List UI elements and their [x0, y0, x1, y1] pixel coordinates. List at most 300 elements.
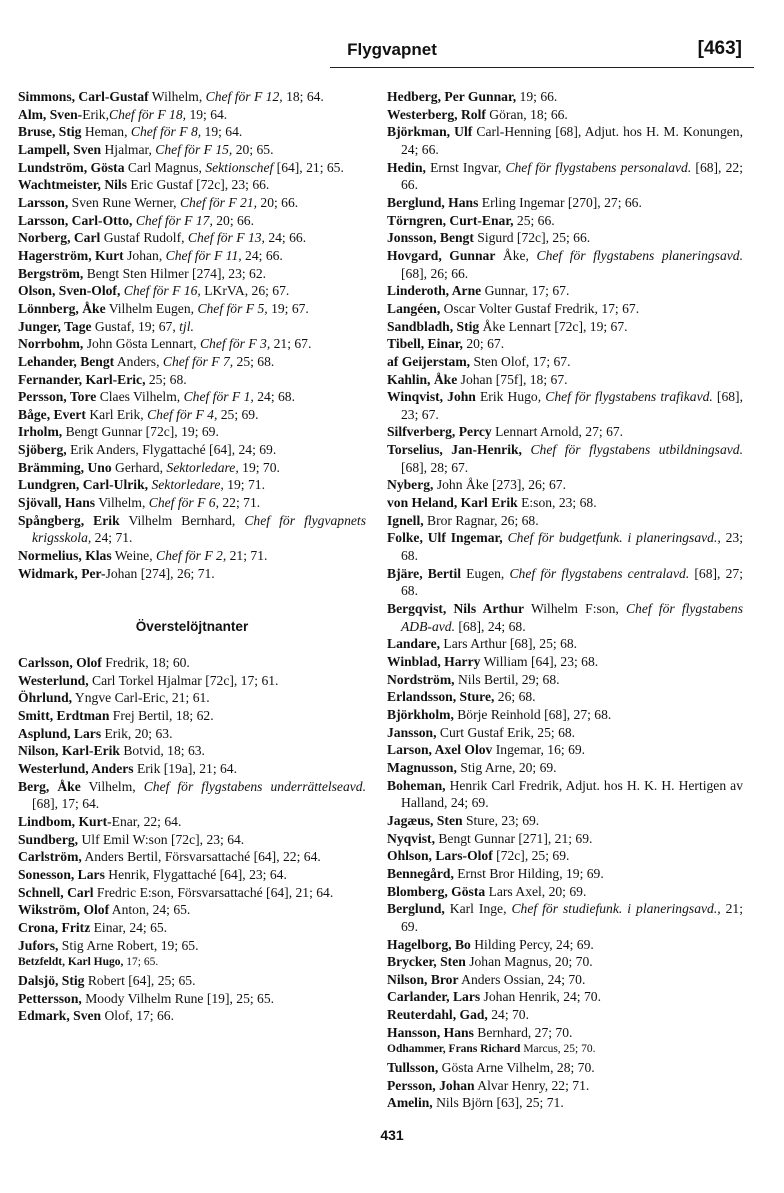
officer-position: Chef för F 1, [183, 389, 254, 405]
officer-details: 19; 66. [516, 89, 558, 104]
list-item [18, 159, 366, 177]
list-item [387, 953, 743, 971]
officer-surname: Langéen, [387, 300, 441, 316]
officer-surname: Boheman, [387, 777, 446, 793]
list-item [18, 141, 366, 159]
officer-years: 24; 71. [91, 530, 133, 546]
officer-surname: Edmark, Sven [18, 1008, 102, 1024]
list-item [387, 1059, 743, 1077]
list-item [18, 194, 366, 212]
officer-details: Ernst Bror Hilding, 19; 69. [453, 865, 604, 881]
officer-surname: Bennegård, [387, 865, 454, 881]
officer-surname: Larsson, [18, 194, 69, 210]
officer-years: [68], 17; 64. [32, 796, 100, 812]
officer-surname: Tibell, Einar, [387, 336, 463, 352]
officer-details: [72c], 25; 69. [492, 848, 570, 864]
officer-years: 18; 64. [282, 89, 324, 104]
officer-position: Chef för flygstabens centralavd. [509, 565, 690, 581]
officer-position: Chef för F 12, [205, 89, 283, 104]
officer-position: Chef för F 6, [148, 495, 219, 511]
officer-details: Gösta Arne Vilhelm, 28; 70. [438, 1060, 595, 1076]
officer-position: Chef för F 13, [187, 230, 265, 246]
officer-details: Heman, [81, 124, 131, 140]
officer-details: Frej Bertil, 18; 62. [109, 708, 214, 723]
officer-details: Åke, [495, 247, 537, 263]
officer-position: Chef för F 8, [130, 124, 202, 140]
officer-details: Olof, 17; 66. [101, 1008, 174, 1024]
officer-years: [68], 27; 68. [401, 565, 743, 599]
officer-details: Johan, [123, 247, 166, 263]
list-item [18, 565, 366, 583]
officer-surname: Normelius, Klas [18, 548, 112, 564]
list-item [387, 1041, 743, 1059]
officer-surname: Norberg, Carl [18, 230, 101, 246]
officer-years: 21; 71. [226, 548, 268, 564]
list-item [387, 847, 743, 865]
officer-details: Erik, [82, 106, 110, 122]
officer-details: Johan [75f], 18; 67. [457, 371, 568, 387]
officer-surname: Jansson, [387, 724, 437, 740]
list-item [18, 547, 366, 565]
officer-surname: Hansson, Hans [387, 1024, 474, 1040]
officer-surname: Hagerström, Kurt [18, 247, 124, 263]
officer-years: 24; 66. [264, 230, 307, 246]
officer-surname: Irholm, [18, 424, 63, 440]
officer-details: Hilding Percy, 24; 69. [470, 936, 594, 952]
officer-years: 20; 65. [232, 141, 274, 157]
list-item [18, 335, 366, 353]
officer-surname: Ohlson, Lars-Olof [387, 848, 493, 864]
officer-details: Carl Magnus, [124, 159, 206, 175]
officer-surname: Winblad, Harry [387, 654, 481, 669]
officer-details: Oscar Volter Gustaf Fredrik, 17; 67. [440, 300, 640, 316]
officer-surname: Kahlin, Åke [387, 371, 458, 387]
officer-details: 20; 67. [462, 336, 505, 352]
officer-years: 19; 70. [238, 459, 280, 475]
officer-surname: Berglund, Hans [387, 194, 479, 210]
officer-details: Sten Olof, 17; 67. [470, 353, 571, 369]
officer-years: [68], 26; 66. [401, 265, 469, 281]
list-item [387, 512, 743, 530]
list-item [387, 830, 743, 848]
list-item [18, 990, 366, 1008]
officer-surname: Persson, Johan [387, 1077, 475, 1093]
list-item [387, 300, 743, 318]
page-title: Flygvapnet [347, 40, 437, 59]
list-item [387, 936, 743, 954]
officer-details: Wilhelm, [148, 89, 206, 104]
officer-details: John Gösta Lennart, [83, 336, 200, 352]
officer-surname: Carlström, [18, 849, 82, 865]
officer-details: Gustaf Rudolf, [100, 230, 188, 246]
officer-surname: Olson, Sven-Olof, [18, 283, 121, 299]
list-item [18, 760, 366, 778]
officer-position: Chef för F 3, [199, 336, 271, 352]
officer-details: Moody Vilhelm Rune [19], 25; 65. [81, 990, 275, 1006]
officer-surname: Smitt, Erdtman [18, 708, 110, 723]
list-item [18, 919, 366, 937]
officer-details: Sven Rune Werner, [68, 194, 180, 210]
officer-surname: Lindbom, Kurt- [18, 813, 112, 829]
officer-position: tjl. [179, 318, 194, 334]
list-item [387, 883, 743, 901]
officer-years: 19; 64. [186, 106, 228, 122]
list-item [387, 388, 743, 423]
officer-surname: Lundström, Gösta [18, 159, 125, 175]
list-item [18, 371, 366, 389]
list-item [387, 565, 743, 600]
officer-position: Chef för flygstabens ADB-avd. [401, 601, 743, 634]
officer-surname: Spångberg, Erik [18, 512, 120, 528]
officer-details: Robert [64], 25; 65. [84, 972, 196, 988]
officer-surname: Blomberg, Gösta [387, 883, 486, 899]
officer-details: 26; 68. [494, 689, 536, 705]
officer-details: Gerhard, [111, 459, 167, 475]
officer-position: Chef för flygstabens planeringsavd. [536, 247, 743, 263]
officer-surname: Simmons, Carl-Gustaf [18, 89, 149, 104]
officer-details: Enar, 22; 64. [111, 813, 182, 829]
officer-details: Ernst Ingvar, [425, 159, 506, 175]
officer-surname: Nyberg, [387, 477, 434, 493]
list-item [387, 900, 743, 935]
list-item [18, 937, 366, 955]
officer-surname: Amelin, [387, 1095, 433, 1111]
officer-years: [68], 24; 68. [454, 618, 526, 634]
list-item [387, 635, 743, 653]
officer-surname: Jagæus, Sten [387, 812, 463, 828]
officer-details: Göran, 18; 66. [485, 106, 568, 122]
list-item [387, 194, 743, 212]
officer-position: Sektorledare, [151, 477, 224, 493]
officer-details: Bengt Gunnar [271], 21; 69. [434, 830, 593, 846]
officer-years: [64], 21; 65. [273, 159, 344, 175]
officer-surname: Björkholm, [387, 706, 454, 722]
officer-surname: Silfverberg, Percy [387, 424, 492, 440]
list-item [18, 265, 366, 283]
list-item [387, 600, 743, 635]
officer-surname: Bjäre, Bertil [387, 565, 461, 581]
officer-details: E:son, 23; 68. [517, 495, 597, 511]
list-item [18, 176, 366, 194]
officer-details: Stig Arne, 20; 69. [456, 759, 557, 775]
officer-details: 25; 66. [513, 212, 555, 228]
officer-surname: Bergqvist, Nils Arthur [387, 601, 525, 617]
officer-surname: Lundgren, Carl-Ulrik, [18, 477, 149, 493]
officer-position: Chef för F 4, [147, 406, 218, 422]
list-item [18, 1007, 366, 1025]
list-item [18, 707, 366, 725]
officer-details: Hjalmar, [101, 141, 156, 157]
officer-details: Yngve Carl-Eric, 21; 61. [72, 690, 210, 706]
officer-surname: Sonesson, Lars [18, 866, 105, 882]
officer-surname: Schnell, Carl [18, 884, 94, 900]
list-item [18, 423, 366, 441]
officer-surname: Hagelborg, Bo [387, 936, 471, 952]
officer-surname: Lampell, Sven [18, 141, 102, 157]
officer-surname: Reuterdahl, Gad, [387, 1007, 488, 1023]
officer-details: Fredric E:son, Försvarsattaché [64], 21; 64. [93, 884, 334, 900]
officer-details: Johan [274], 26; 71. [105, 565, 215, 581]
officer-details: Fredrik, 18; 60. [101, 655, 190, 671]
officer-years: 25; 68. [233, 353, 275, 369]
list-item [18, 282, 366, 300]
officer-years: 25; 69. [217, 406, 259, 422]
list-item [387, 88, 743, 106]
officer-surname: Nordström, [387, 671, 455, 687]
officer-surname: Junger, Tage [18, 318, 92, 334]
officer-details: Botvid, 18; 63. [119, 743, 205, 759]
list-item [387, 706, 743, 724]
officer-details: Gunnar, 17; 67. [481, 283, 570, 299]
list-item [18, 459, 366, 477]
officer-details: Erik Hugo, [475, 389, 546, 405]
list-item [387, 494, 743, 512]
officer-details: Erik, 20; 63. [101, 725, 173, 741]
officer-surname: Ignell, [387, 512, 424, 528]
officer-details: Lars Axel, 20; 69. [485, 883, 587, 899]
officer-details: Marcus, 25; 70. [520, 1043, 596, 1056]
officer-surname: Erlandsson, Sture, [387, 689, 495, 705]
officer-details: Åke Lennart [72c], 19; 67. [479, 318, 628, 334]
officer-surname: af Geijerstam, [387, 353, 471, 369]
page-number: 431 [380, 1127, 404, 1143]
officer-details: Bror Ragnar, 26; 68. [423, 512, 539, 528]
list-item [18, 831, 366, 849]
list-item [387, 371, 743, 389]
list-item [18, 848, 366, 866]
list-item [18, 672, 366, 690]
list-item [18, 742, 366, 760]
officer-details: Sture, 23; 69. [462, 812, 540, 828]
list-item [18, 654, 366, 672]
officer-years: 21; 67. [270, 336, 312, 352]
officer-surname: von Heland, Karl Erik [387, 495, 518, 511]
list-item [387, 123, 743, 158]
officer-years: [68], 22; 66. [401, 159, 743, 193]
list-item [387, 318, 743, 336]
list-item [18, 884, 366, 902]
officer-surname: Lönnberg, Åke [18, 300, 106, 316]
officer-details: Sigurd [72c], 25; 66. [473, 230, 591, 246]
officer-list-overstar [18, 88, 366, 582]
page-reference: [463] [697, 38, 742, 59]
officer-surname: Sjöberg, [18, 442, 67, 458]
officer-details: Nils Bertil, 29; 68. [454, 671, 560, 687]
officer-position: Chef för F 17, [135, 212, 213, 228]
list-item [18, 123, 366, 141]
officer-surname: Hedberg, Per Gunnar, [387, 89, 517, 104]
officer-position: Chef för F 15, [155, 141, 233, 157]
officer-list-overstelojtnanter [18, 654, 366, 1025]
officer-years: 20; 66. [257, 194, 299, 210]
list-item [387, 741, 743, 759]
right-column [387, 88, 743, 1112]
officer-details: Anders Bertil, Försvarsattaché [64], 22; 64. [81, 849, 321, 865]
list-item [387, 759, 743, 777]
list-item [387, 441, 743, 476]
officer-details: 25; 68. [145, 371, 187, 387]
officer-surname: Dalsjö, Stig [18, 972, 85, 988]
list-item [387, 688, 743, 706]
officer-details: Nils Björn [63], 25; 71. [432, 1095, 564, 1111]
officer-years: [68], 28; 67. [401, 459, 469, 475]
officer-details: Anton, 24; 65. [109, 902, 191, 918]
officer-position: Chef för F 18, [109, 106, 187, 122]
header-rule [330, 67, 754, 68]
officer-position: Chef för studiefunk. i planeringsavd., [511, 901, 721, 917]
officer-position: Chef för flygstabens trafikavd. [545, 389, 713, 405]
officer-years: 24; 68. [253, 389, 295, 405]
officer-surname: Sandbladh, Stig [387, 318, 480, 334]
list-item [18, 318, 366, 336]
officer-surname: Alm, Sven- [18, 106, 83, 122]
officer-list-continued [387, 88, 743, 1112]
officer-details: Lars Arthur [68], 25; 68. [440, 636, 578, 652]
list-item [18, 494, 366, 512]
officer-details: 24; 70. [487, 1007, 529, 1023]
list-item [18, 88, 366, 106]
list-item [387, 671, 743, 689]
officer-details: Börje Reinhold [68], 27; 68. [453, 706, 612, 722]
officer-surname: Pettersson, [18, 990, 82, 1006]
officer-details: Bengt Sten Hilmer [274], 23; 62. [83, 265, 267, 281]
officer-surname: Björkman, Ulf [387, 124, 473, 140]
officer-surname: Larsson, Carl-Otto, [18, 212, 133, 228]
officer-details: Bengt Gunnar [72c], 19; 69. [62, 424, 219, 440]
officer-surname: Wachtmeister, Nils [18, 177, 127, 193]
officer-years: 23; 68. [401, 530, 743, 564]
officer-surname: Hovgard, Gunnar [387, 247, 496, 263]
officer-surname: Westerlund, Anders [18, 760, 134, 776]
officer-position: Chef för flygstabens personalavd. [505, 159, 692, 175]
officer-details: William [64], 23; 68. [480, 654, 599, 669]
list-item [18, 106, 366, 124]
list-item [18, 353, 366, 371]
officer-details: John Åke [273], 26; 67. [433, 477, 566, 493]
officer-surname: Fernander, Karl-Eric, [18, 371, 146, 387]
officer-position: Chef för F 5, [197, 300, 268, 316]
officer-details: Erik Anders, Flygattaché [64], 24; 69. [66, 442, 277, 458]
officer-surname: Jonsson, Bengt [387, 230, 474, 246]
officer-surname: Törngren, Curt-Enar, [387, 212, 514, 228]
officer-details: Stig Arne Robert, 19; 65. [58, 937, 199, 953]
officer-years: 21; 69. [401, 901, 743, 934]
officer-surname: Nilson, Karl-Erik [18, 743, 120, 759]
officer-surname: Nilson, Bror [387, 971, 459, 987]
list-item [18, 689, 366, 707]
officer-details: Curt Gustaf Erik, 25; 68. [436, 724, 576, 740]
officer-position: Sektorledare, [166, 459, 239, 475]
officer-position: Chef för F 7, [162, 353, 234, 369]
officer-surname: Carlander, Lars [387, 989, 481, 1005]
officer-details: Gustaf, 19; 67, [91, 318, 180, 334]
officer-details: Ingemar, 16; 69. [492, 742, 586, 758]
running-header [14, 40, 770, 66]
officer-details: Johan Magnus, 20; 70. [465, 954, 593, 970]
list-item [18, 229, 366, 247]
officer-surname: Berg, Åke [18, 778, 81, 794]
officer-surname: Landare, [387, 636, 441, 652]
officer-surname: Odhammer, Frans Richard [387, 1043, 521, 1056]
officer-position: Chef för F 16, [123, 283, 201, 299]
list-item [18, 247, 366, 265]
officer-position: Chef för F 21, [179, 194, 258, 210]
officer-years: 19; 64. [201, 124, 243, 140]
officer-details: Johan Henrik, 24; 70. [480, 989, 601, 1005]
officer-details: Claes Vilhelm, [96, 389, 184, 405]
officer-years: 19; 67. [267, 300, 309, 316]
officer-details: Vilhelm, [95, 495, 149, 511]
list-item [18, 406, 366, 424]
officer-details: Vilhelm Bernhard, [119, 512, 245, 528]
list-item [18, 866, 366, 884]
officer-surname: Öhrlund, [18, 690, 73, 706]
list-item [387, 476, 743, 494]
list-item [387, 1094, 743, 1112]
officer-surname: Brämming, Uno [18, 459, 112, 475]
list-item [18, 725, 366, 743]
officer-details: Eugen, [461, 565, 510, 581]
officer-details: Karl Erik, [85, 406, 148, 422]
officer-details: Henrik Carl Fredrik, Adjut. hos H. K. H. Hertigen av Halland, 24; 69. [401, 777, 743, 811]
officer-details: Carl-Henning [68], Adjut. hos H. M. Konungen, 24; 66. [401, 124, 743, 157]
officer-surname: Norrbohm, [18, 336, 84, 352]
officer-details: Erling Ingemar [270], 27; 66. [478, 194, 642, 210]
officer-position: Chef för flygstabens utbildningsavd. [530, 442, 743, 458]
list-item [387, 423, 743, 441]
officer-details: Alvar Henry, 22; 71. [474, 1077, 590, 1093]
list-item [18, 901, 366, 919]
officer-years: 20; 66. [212, 212, 255, 228]
left-column [18, 88, 366, 1025]
officer-years: [68], 23; 67. [401, 389, 743, 422]
officer-surname: Westerberg, Rolf [387, 106, 486, 122]
officer-years: 19; 71. [223, 477, 265, 493]
officer-surname: Torselius, Jan-Henrik, [387, 442, 522, 458]
officer-surname: Bruse, Stig [18, 124, 82, 140]
list-item [387, 1024, 743, 1042]
officer-surname: Nyqvist, [387, 830, 435, 846]
officer-surname: Winqvist, John [387, 389, 476, 405]
officer-surname: Sundberg, [18, 831, 79, 847]
list-item [387, 335, 743, 353]
list-item [387, 353, 743, 371]
officer-details: Anders, [114, 353, 163, 369]
officer-surname: Widmark, Per- [18, 565, 106, 581]
officer-years: 24; 66. [241, 247, 283, 263]
list-item [18, 972, 366, 990]
officer-surname: Larson, Axel Olov [387, 742, 493, 758]
officer-details: Carl Torkel Hjalmar [72c], 17; 61. [88, 672, 279, 688]
officer-details: Karl Inge, [444, 901, 512, 917]
officer-surname: Carlsson, Olof [18, 655, 102, 671]
officer-details: Henrik, Flygattaché [64], 23; 64. [104, 866, 287, 882]
officer-surname: Brycker, Sten [387, 954, 466, 970]
officer-surname: Westerlund, [18, 672, 89, 688]
list-item [387, 282, 743, 300]
officer-surname: Persson, Tore [18, 389, 97, 405]
officer-details: Ulf Emil W:son [72c], 23; 64. [78, 831, 245, 847]
officer-surname: Sjövall, Hans [18, 495, 96, 511]
list-item [387, 724, 743, 742]
officer-surname: Linderoth, Arne [387, 283, 482, 299]
list-item [387, 247, 743, 282]
list-item [18, 388, 366, 406]
list-item [387, 1006, 743, 1024]
officer-years: 22; 71. [218, 495, 261, 511]
officer-surname: Asplund, Lars [18, 725, 102, 741]
list-item [18, 212, 366, 230]
